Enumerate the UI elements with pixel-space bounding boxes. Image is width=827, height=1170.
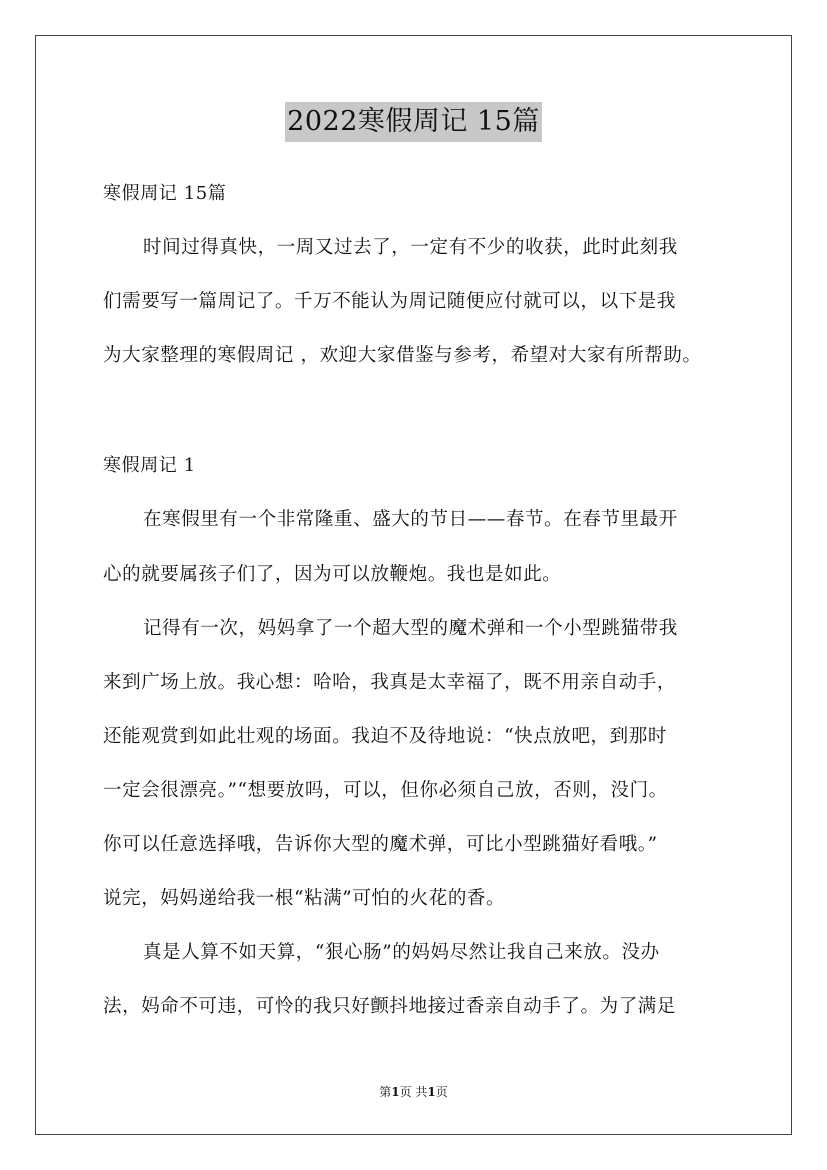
footer-prefix: 第 [379, 1085, 392, 1099]
intro-line: 为大家整理的寒假周记 ，欢迎大家借鉴与参考，希望对大家有所帮助。 [103, 345, 702, 366]
body-line: 心的就要属孩子们了，因为可以放鞭炮。我也是如此。 [103, 564, 562, 585]
footer-page-total: 1 [427, 1085, 436, 1099]
page-footer [0, 1083, 827, 1101]
body-line: 你可以任意选择哦，告诉你大型的魔术弹，可比小型跳猫好看哦。” [103, 834, 658, 855]
body-line: 还能观赏到如此壮观的场面。我迫不及待地说：“快点放吧，到那时 [103, 726, 667, 747]
title-container [0, 102, 827, 142]
footer-page-number: 1 [391, 1085, 400, 1099]
footer-mid: 页 共 [399, 1085, 428, 1099]
intro-line: 们需要写一篇周记了。千万不能认为周记随便应付就可以，以下是我 [103, 291, 677, 312]
body-line: 真是人算不如天算，“狠心肠”的妈妈尽然让我自己来放。没办 [143, 942, 660, 963]
footer-suffix: 页 [435, 1085, 448, 1099]
document-title: 2022寒假周记 15篇 [285, 102, 542, 142]
body-line: 来到广场上放。我心想：哈哈，我真是太幸福了，既不用亲自动手， [103, 672, 677, 693]
document-subtitle: 寒假周记 15篇 [103, 183, 227, 204]
body-line: 在寒假里有一个非常隆重、盛大的节日——春节。在春节里最开 [143, 509, 678, 530]
body-line: 一定会很漂亮。”“想要放吗，可以，但你必须自己放，否则，没门。 [103, 780, 668, 801]
body-line: 法，妈命不可违，可怜的我只好颤抖地接过香亲自动手了。为了满足 [103, 996, 677, 1017]
intro-line: 时间过得真快，一周又过去了，一定有不少的收获，此时此刻我 [143, 237, 678, 258]
body-line: 记得有一次，妈妈拿了一个超大型的魔术弹和一个小型跳猫带我 [143, 618, 678, 639]
section-heading: 寒假周记 1 [103, 455, 196, 476]
body-line: 说完，妈妈递给我一根“粘满”可怕的火花的香。 [103, 888, 506, 909]
